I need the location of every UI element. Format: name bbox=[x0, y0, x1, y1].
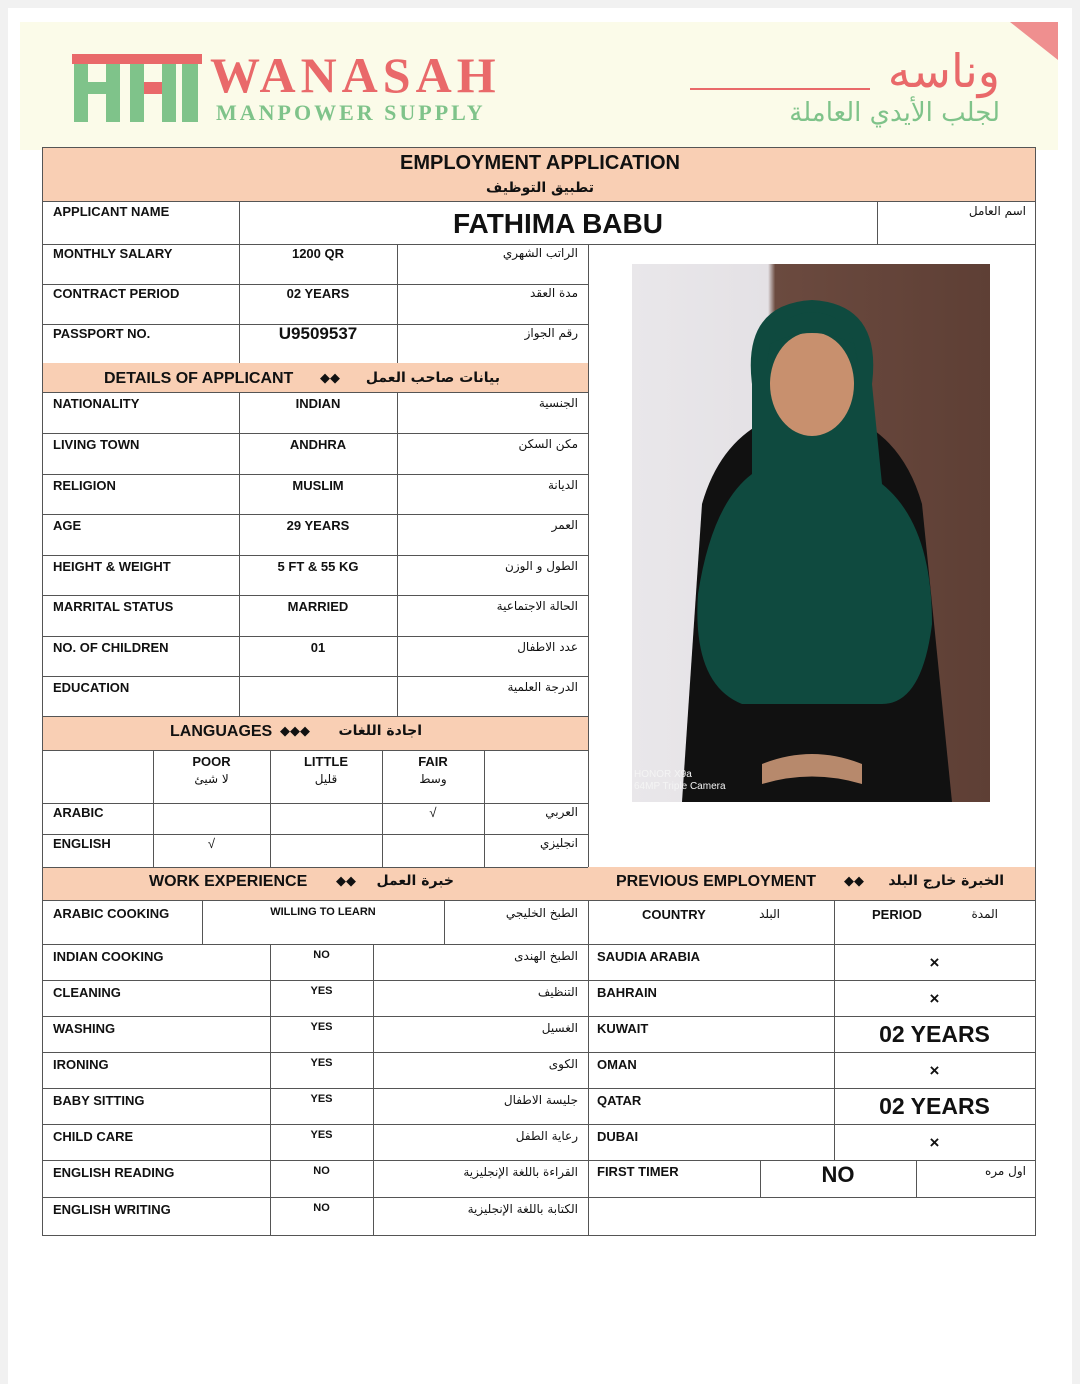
detail-row-label: NO. OF CHILDREN bbox=[53, 640, 169, 655]
grid-hline bbox=[42, 1197, 588, 1198]
language-name: ARABIC bbox=[53, 805, 104, 820]
grid-hline bbox=[42, 1016, 588, 1017]
grid-hline bbox=[588, 980, 1036, 981]
grid-hline bbox=[42, 284, 588, 285]
work-row-value: NO bbox=[313, 1202, 330, 1214]
grid-hline bbox=[42, 392, 588, 393]
prev-period: × bbox=[929, 1061, 940, 1080]
detail-row-arabic: الحالة الاجتماعية bbox=[496, 599, 578, 613]
arabic-cooking-value: WILLING TO LEARN bbox=[270, 906, 376, 918]
detail-row-arabic: مكن السكن bbox=[518, 437, 578, 451]
prev-period: × bbox=[929, 1133, 940, 1152]
applicant-name-label: APPLICANT NAME bbox=[53, 204, 170, 219]
grid-hline bbox=[588, 1160, 1036, 1161]
camera-watermark-line1: HONOR X9a bbox=[634, 769, 692, 780]
grid-hline bbox=[42, 1124, 588, 1125]
prev-country: SAUDIA ARABIA bbox=[597, 949, 701, 964]
work-row-value: NO bbox=[313, 949, 330, 961]
first-timer-label: FIRST TIMER bbox=[597, 1164, 679, 1179]
logo-banner bbox=[20, 22, 1058, 150]
applicant-name-arabic: اسم العامل bbox=[968, 204, 1026, 218]
grid-hline bbox=[588, 1197, 1036, 1198]
prev-country: DUBAI bbox=[597, 1129, 639, 1144]
person-silhouette-icon bbox=[632, 264, 990, 802]
grid-vline bbox=[588, 244, 589, 363]
grid-hline bbox=[42, 900, 1036, 901]
work-row-value: NO bbox=[313, 1165, 330, 1177]
work-row-label: ENGLISH READING bbox=[53, 1165, 175, 1180]
detail-row-value: ANDHRA bbox=[289, 437, 347, 452]
grid-hline bbox=[42, 1160, 588, 1161]
logo-brand-arabic: وناسه bbox=[887, 44, 1000, 98]
detail-row-label: AGE bbox=[53, 518, 82, 533]
prev-header-arabic: الخبرة خارج البلد bbox=[888, 873, 1004, 889]
grid-hline bbox=[588, 1124, 1036, 1125]
lang-level-arabic: وسط bbox=[419, 772, 447, 786]
top-row-arabic: الراتب الشهري bbox=[502, 246, 578, 260]
work-row-arabic: الكتابة باللغة الإنجليزية bbox=[467, 1202, 578, 1216]
first-timer-arabic: اول مره bbox=[985, 1164, 1026, 1178]
languages-header: LANGUAGES bbox=[170, 723, 273, 740]
detail-row-arabic: عدد الاطفال bbox=[517, 640, 578, 654]
prev-country: BAHRAIN bbox=[597, 985, 657, 1000]
logo-underline bbox=[690, 88, 870, 90]
detail-row-value: 29 YEARS bbox=[286, 518, 350, 533]
lang-level-label: LITTLE bbox=[303, 754, 349, 769]
detail-row-label: RELIGION bbox=[53, 478, 116, 493]
detail-row-value: MUSLIM bbox=[292, 478, 344, 493]
country-label: COUNTRY bbox=[642, 907, 706, 922]
work-row-label: IRONING bbox=[53, 1057, 109, 1072]
work-row-value: YES bbox=[310, 1093, 333, 1105]
grid-hline bbox=[588, 1016, 1036, 1017]
top-row-arabic: مدة العقد bbox=[530, 286, 578, 300]
grid-hline bbox=[42, 514, 588, 515]
grid-vline bbox=[397, 392, 398, 716]
period-label-arabic: المدة bbox=[971, 907, 998, 921]
work-row-arabic: الطبخ الهندى bbox=[514, 949, 578, 963]
grid-vline bbox=[916, 1160, 917, 1197]
grid-vline bbox=[588, 363, 589, 716]
arabic-cooking-arabic: الطبخ الخليجي bbox=[505, 906, 578, 920]
detail-row-arabic: الدرجة العلمية bbox=[507, 680, 578, 694]
language-name: ENGLISH bbox=[53, 836, 111, 851]
grid-hline bbox=[42, 636, 588, 637]
prev-period: 02 YEARS bbox=[879, 1093, 990, 1119]
grid-hline bbox=[42, 555, 588, 556]
work-row-value: YES bbox=[310, 1057, 333, 1069]
work-row-label: BABY SITTING bbox=[53, 1093, 145, 1108]
form-title-arabic: تطبيق التوظيف bbox=[486, 180, 594, 196]
grid-hline bbox=[588, 1088, 1036, 1089]
grid-vline bbox=[877, 201, 878, 244]
top-row-label: PASSPORT NO. bbox=[53, 326, 151, 341]
grid-hline bbox=[42, 147, 1036, 148]
language-arabic: انجليزي bbox=[539, 836, 578, 850]
detail-row-value: INDIAN bbox=[295, 396, 341, 411]
top-row-label: CONTRACT PERIOD bbox=[53, 286, 180, 301]
work-row-value: YES bbox=[310, 985, 333, 997]
language-check-mark: √ bbox=[207, 836, 216, 851]
grid-hline bbox=[42, 944, 588, 945]
logo-mark-icon bbox=[72, 52, 202, 124]
grid-hline bbox=[42, 201, 1036, 202]
details-header: DETAILS OF APPLICANT bbox=[104, 370, 294, 387]
grid-vline bbox=[588, 716, 589, 867]
grid-vline bbox=[484, 750, 485, 867]
logo-subtitle-arabic: لجلب الأيدي العاملة bbox=[789, 98, 1000, 128]
form-title: EMPLOYMENT APPLICATION bbox=[400, 152, 680, 174]
grid-hline bbox=[42, 595, 588, 596]
grid-hline bbox=[42, 867, 588, 868]
corner-ribbon bbox=[1010, 22, 1058, 70]
languages-diamonds: ◆◆◆ bbox=[280, 723, 310, 738]
language-check-mark: √ bbox=[429, 805, 437, 820]
work-row-value: YES bbox=[310, 1021, 333, 1033]
grid-hline bbox=[42, 716, 588, 717]
work-header: WORK EXPERIENCE bbox=[149, 873, 308, 890]
top-row-value: 1200 QR bbox=[291, 246, 345, 261]
detail-row-label: MARRITAL STATUS bbox=[53, 599, 174, 614]
work-row-value: YES bbox=[310, 1129, 333, 1141]
lang-level-label: POOR bbox=[192, 754, 231, 769]
detail-row-label: NATIONALITY bbox=[53, 396, 140, 411]
lang-level-label: FAIR bbox=[418, 754, 448, 769]
grid-vline bbox=[373, 944, 374, 1235]
grid-hline bbox=[42, 676, 588, 677]
detail-row-arabic: الجنسية bbox=[538, 396, 578, 410]
period-label: PERIOD bbox=[872, 907, 922, 922]
detail-row-arabic: الطول و الوزن bbox=[505, 559, 578, 573]
details-header-arabic: بيانات صاحب العمل bbox=[365, 370, 500, 386]
grid-hline bbox=[42, 1235, 588, 1236]
grid-hline bbox=[42, 1088, 588, 1089]
grid-hline bbox=[42, 474, 588, 475]
applicant-name: FATHIMA BABU bbox=[453, 208, 663, 239]
detail-row-label: EDUCATION bbox=[53, 680, 130, 695]
grid-hline bbox=[588, 944, 1036, 945]
logo-subtitle: MANPOWER SUPPLY bbox=[216, 100, 486, 125]
prev-diamonds: ◆◆ bbox=[844, 873, 864, 888]
first-timer-value: NO bbox=[821, 1162, 855, 1187]
prev-header: PREVIOUS EMPLOYMENT bbox=[616, 873, 817, 890]
prev-country: QATAR bbox=[597, 1093, 642, 1108]
top-row-label: MONTHLY SALARY bbox=[53, 246, 173, 261]
grid-vline bbox=[397, 244, 398, 363]
prev-period: × bbox=[929, 989, 940, 1008]
work-row-arabic: التنظيف bbox=[537, 985, 578, 999]
work-row-label: ENGLISH WRITING bbox=[53, 1202, 171, 1217]
grid-hline bbox=[42, 803, 588, 804]
prev-period: × bbox=[929, 953, 940, 972]
detail-row-arabic: الديانة bbox=[547, 478, 578, 492]
grid-hline bbox=[42, 433, 588, 434]
work-row-label: CLEANING bbox=[53, 985, 121, 1000]
top-row-value: U9509537 bbox=[278, 324, 358, 343]
details-diamonds: ◆◆ bbox=[320, 370, 340, 385]
top-row-arabic: رقم الجواز bbox=[524, 326, 578, 340]
grid-hline bbox=[42, 834, 588, 835]
work-row-label: WASHING bbox=[53, 1021, 116, 1036]
work-row-arabic: الغسيل bbox=[541, 1021, 578, 1035]
arabic-cooking-label: ARABIC COOKING bbox=[53, 906, 170, 921]
camera-watermark-line2: 64MP Triple Camera bbox=[634, 781, 726, 792]
lang-level-arabic: قليل bbox=[314, 772, 338, 786]
prev-country: OMAN bbox=[597, 1057, 637, 1072]
detail-row-label: LIVING TOWN bbox=[53, 437, 140, 452]
country-label-arabic: البلد bbox=[759, 907, 780, 921]
detail-row-arabic: العمر bbox=[551, 518, 578, 532]
work-header-arabic: خبرة العمل bbox=[376, 873, 454, 889]
grid-hline bbox=[42, 244, 1036, 245]
detail-row-value: 01 bbox=[310, 640, 326, 655]
detail-row-label: HEIGHT & WEIGHT bbox=[53, 559, 171, 574]
logo-brand-text: WANASAH bbox=[210, 47, 501, 103]
work-row-arabic: القراءة باللغة الإنجليزية bbox=[463, 1165, 578, 1179]
work-row-arabic: جليسة الاطفال bbox=[503, 1093, 578, 1107]
detail-row-value: MARRIED bbox=[287, 599, 349, 614]
lang-level-arabic: لا شيئ bbox=[194, 772, 229, 786]
top-row-value: 02 YEARS bbox=[286, 286, 350, 301]
work-row-arabic: رعاية الطفل bbox=[515, 1129, 578, 1143]
grid-vline bbox=[239, 244, 240, 363]
prev-period: 02 YEARS bbox=[879, 1021, 990, 1047]
grid-hline bbox=[42, 1052, 588, 1053]
grid-vline bbox=[42, 147, 43, 1235]
applicant-photo bbox=[632, 264, 990, 802]
detail-row-value: 5 FT & 55 KG bbox=[277, 559, 359, 574]
grid-hline bbox=[42, 980, 588, 981]
prev-country: KUWAIT bbox=[597, 1021, 649, 1036]
grid-vline bbox=[588, 900, 589, 1235]
work-row-arabic: الكوى bbox=[548, 1057, 578, 1071]
work-row-label: INDIAN COOKING bbox=[53, 949, 164, 964]
work-row-label: CHILD CARE bbox=[53, 1129, 134, 1144]
grid-hline bbox=[588, 1052, 1036, 1053]
language-arabic: العربي bbox=[545, 805, 578, 819]
application-sheet bbox=[8, 8, 1072, 1384]
grid-vline bbox=[1035, 147, 1036, 1235]
work-diamonds: ◆◆ bbox=[336, 873, 356, 888]
grid-hline bbox=[42, 750, 588, 751]
languages-header-arabic: اجادة اللغات bbox=[338, 723, 422, 739]
grid-vline bbox=[444, 900, 445, 944]
